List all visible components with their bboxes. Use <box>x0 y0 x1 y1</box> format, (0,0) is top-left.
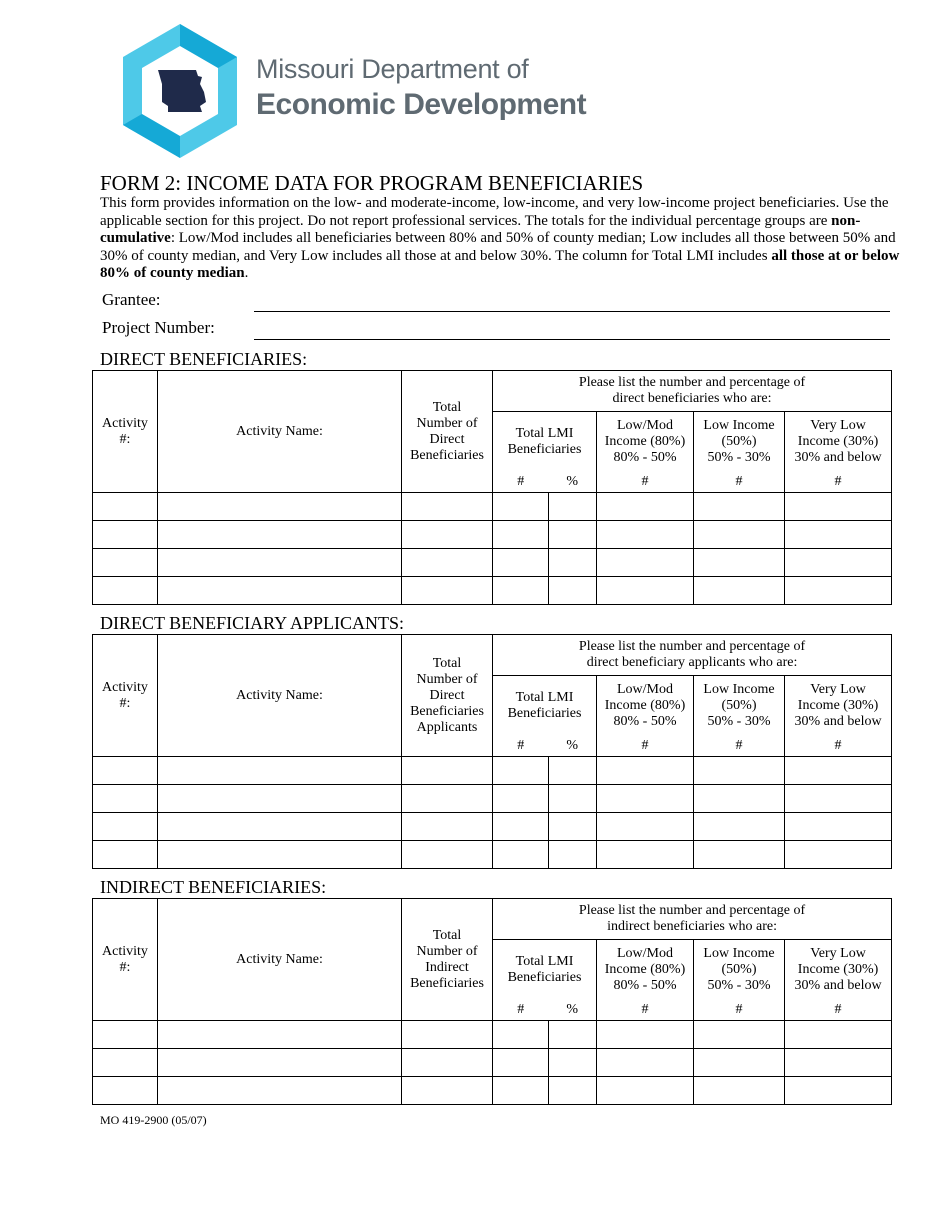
very-low-header: Very Low Income (30%) 30% and below <box>785 412 892 472</box>
input-cell[interactable] <box>549 1077 597 1105</box>
input-cell[interactable] <box>597 757 694 785</box>
input-cell[interactable] <box>158 521 402 549</box>
input-cell[interactable] <box>402 757 493 785</box>
input-cell[interactable] <box>493 841 549 869</box>
very-low-count-header: # <box>785 472 892 493</box>
input-cell[interactable] <box>402 577 493 605</box>
input-cell[interactable] <box>158 549 402 577</box>
section-title: INDIRECT BENEFICIARIES: <box>100 877 327 897</box>
input-cell[interactable] <box>597 549 694 577</box>
input-cell[interactable] <box>402 1049 493 1077</box>
input-cell[interactable] <box>93 521 158 549</box>
project-number-label: Project Number: <box>102 318 215 337</box>
table-row <box>93 757 892 785</box>
beneficiary-table <box>92 898 892 1105</box>
low-income-header: Low Income (50%) 50% - 30% <box>694 412 785 472</box>
input-cell[interactable] <box>93 1049 158 1077</box>
table-row <box>93 577 892 605</box>
input-cell[interactable] <box>158 1077 402 1105</box>
low-income-header: Low Income (50%) 50% - 30% <box>694 940 785 1000</box>
input-cell[interactable] <box>493 549 549 577</box>
total-lmi-header: Total LMI Beneficiaries <box>493 940 597 1000</box>
total-lmi-header: Total LMI Beneficiaries <box>493 412 597 472</box>
instruction-header: Please list the number and percentage of direct beneficiary applicants who are: <box>493 635 892 676</box>
input-cell[interactable] <box>158 577 402 605</box>
input-cell[interactable] <box>493 813 549 841</box>
low-count-header: # <box>694 1000 785 1021</box>
input-cell[interactable] <box>402 549 493 577</box>
input-cell[interactable] <box>93 841 158 869</box>
total-beneficiaries-header: Total Number of Indirect Beneficiaries <box>402 899 493 1021</box>
total-beneficiaries-header: Total Number of Direct Beneficiaries <box>402 371 493 493</box>
input-cell[interactable] <box>549 493 597 521</box>
input-cell[interactable] <box>493 1049 549 1077</box>
logo-line1: Missouri Department of <box>256 54 529 84</box>
input-cell[interactable] <box>785 1077 892 1105</box>
input-cell[interactable] <box>694 493 785 521</box>
lmi-percent-header: % <box>549 1000 597 1021</box>
input-cell[interactable] <box>402 841 493 869</box>
activity-number-header: Activity #: <box>93 371 158 493</box>
lmi-percent-header: % <box>549 736 597 757</box>
instruction-header: Please list the number and percentage of indirect beneficiaries who are: <box>493 899 892 940</box>
table-row <box>93 1077 892 1105</box>
input-cell[interactable] <box>493 785 549 813</box>
input-cell[interactable] <box>158 841 402 869</box>
activity-name-header: Activity Name: <box>158 899 402 1021</box>
input-cell[interactable] <box>93 1021 158 1049</box>
input-cell[interactable] <box>549 757 597 785</box>
input-cell[interactable] <box>597 493 694 521</box>
input-cell[interactable] <box>549 549 597 577</box>
form-title: FORM 2: INCOME DATA FOR PROGRAM BENEFICIARIES <box>100 171 644 195</box>
input-cell[interactable] <box>694 841 785 869</box>
low-mod-count-header: # <box>597 472 694 493</box>
input-cell[interactable] <box>694 577 785 605</box>
project-number-field[interactable] <box>254 339 890 340</box>
input-cell[interactable] <box>493 493 549 521</box>
input-cell[interactable] <box>785 493 892 521</box>
grantee-label: Grantee: <box>102 290 161 309</box>
input-cell[interactable] <box>785 1049 892 1077</box>
input-cell[interactable] <box>493 1021 549 1049</box>
input-cell[interactable] <box>694 785 785 813</box>
input-cell[interactable] <box>549 841 597 869</box>
input-cell[interactable] <box>402 813 493 841</box>
input-cell[interactable] <box>493 577 549 605</box>
section-title: DIRECT BENEFICIARIES: <box>100 349 308 369</box>
input-cell[interactable] <box>597 577 694 605</box>
input-cell[interactable] <box>785 785 892 813</box>
grantee-field[interactable] <box>254 311 890 312</box>
table-row <box>93 521 892 549</box>
input-cell[interactable] <box>785 549 892 577</box>
input-cell[interactable] <box>402 493 493 521</box>
beneficiary-table <box>92 634 892 869</box>
input-cell[interactable] <box>785 813 892 841</box>
low-count-header: # <box>694 472 785 493</box>
input-cell[interactable] <box>694 757 785 785</box>
input-cell[interactable] <box>158 785 402 813</box>
input-cell[interactable] <box>93 577 158 605</box>
form-intro: This form provides information on the low- and moderate-income, low-income, and very low-income project beneficiaries. Use the applicable section for this project. Do not report professional services. The totals for the individual percentage groups are non-cumulative: Low/Mod includes all beneficiaries between 80% and 50% of county median; Low includes all those between 50% and 30% of county median, and Very Low includes all those at and below 30%. The column for Total LMI includes all those at or below 80% of county median. <box>100 195 900 282</box>
low-income-header: Low Income (50%) 50% - 30% <box>694 676 785 736</box>
input-cell[interactable] <box>493 757 549 785</box>
input-cell[interactable] <box>597 521 694 549</box>
input-cell[interactable] <box>549 813 597 841</box>
input-cell[interactable] <box>597 1077 694 1105</box>
table-row <box>93 493 892 521</box>
low-mod-count-header: # <box>597 736 694 757</box>
input-cell[interactable] <box>549 521 597 549</box>
logo-line2: Economic Development <box>256 88 587 121</box>
input-cell[interactable] <box>549 577 597 605</box>
lmi-count-header: # <box>493 472 549 493</box>
department-logo <box>120 22 600 162</box>
input-cell[interactable] <box>93 757 158 785</box>
input-cell[interactable] <box>402 1077 493 1105</box>
low-count-header: # <box>694 736 785 757</box>
input-cell[interactable] <box>785 577 892 605</box>
input-cell[interactable] <box>93 493 158 521</box>
lmi-count-header: # <box>493 1000 549 1021</box>
input-cell[interactable] <box>785 757 892 785</box>
low-mod-count-header: # <box>597 1000 694 1021</box>
input-cell[interactable] <box>93 549 158 577</box>
input-cell[interactable] <box>93 1077 158 1105</box>
input-cell[interactable] <box>402 521 493 549</box>
table-row <box>93 549 892 577</box>
table-row <box>93 841 892 869</box>
lmi-count-header: # <box>493 736 549 757</box>
input-cell[interactable] <box>597 813 694 841</box>
input-cell[interactable] <box>158 813 402 841</box>
low-mod-header: Low/Mod Income (80%) 80% - 50% <box>597 676 694 736</box>
activity-number-header: Activity #: <box>93 635 158 757</box>
input-cell[interactable] <box>785 521 892 549</box>
input-cell[interactable] <box>694 521 785 549</box>
very-low-header: Very Low Income (30%) 30% and below <box>785 676 892 736</box>
beneficiary-table <box>92 370 892 605</box>
very-low-count-header: # <box>785 1000 892 1021</box>
low-mod-header: Low/Mod Income (80%) 80% - 50% <box>597 412 694 472</box>
input-cell[interactable] <box>158 757 402 785</box>
input-cell[interactable] <box>694 813 785 841</box>
input-cell[interactable] <box>549 785 597 813</box>
input-cell[interactable] <box>597 841 694 869</box>
input-cell[interactable] <box>402 1021 493 1049</box>
input-cell[interactable] <box>158 493 402 521</box>
input-cell[interactable] <box>493 1077 549 1105</box>
hexagon-logo-icon <box>120 22 240 162</box>
input-cell[interactable] <box>694 1049 785 1077</box>
input-cell[interactable] <box>158 1021 402 1049</box>
activity-name-header: Activity Name: <box>158 371 402 493</box>
input-cell[interactable] <box>597 1021 694 1049</box>
activity-number-header: Activity #: <box>93 899 158 1021</box>
activity-name-header: Activity Name: <box>158 635 402 757</box>
form-number: MO 419-2900 (05/07) <box>100 1113 207 1127</box>
input-cell[interactable] <box>549 1049 597 1077</box>
lmi-percent-header: % <box>549 472 597 493</box>
input-cell[interactable] <box>694 1021 785 1049</box>
total-lmi-header: Total LMI Beneficiaries <box>493 676 597 736</box>
input-cell[interactable] <box>694 1077 785 1105</box>
input-cell[interactable] <box>493 521 549 549</box>
very-low-header: Very Low Income (30%) 30% and below <box>785 940 892 1000</box>
input-cell[interactable] <box>785 841 892 869</box>
low-mod-header: Low/Mod Income (80%) 80% - 50% <box>597 940 694 1000</box>
very-low-count-header: # <box>785 736 892 757</box>
instruction-header: Please list the number and percentage of direct beneficiaries who are: <box>493 371 892 412</box>
input-cell[interactable] <box>93 785 158 813</box>
table-row <box>93 1021 892 1049</box>
table-row <box>93 813 892 841</box>
input-cell[interactable] <box>694 549 785 577</box>
input-cell[interactable] <box>785 1021 892 1049</box>
section-title: DIRECT BENEFICIARY APPLICANTS: <box>100 613 405 633</box>
input-cell[interactable] <box>597 1049 694 1077</box>
table-row <box>93 785 892 813</box>
table-row <box>93 1049 892 1077</box>
input-cell[interactable] <box>402 785 493 813</box>
input-cell[interactable] <box>549 1021 597 1049</box>
input-cell[interactable] <box>597 785 694 813</box>
total-beneficiaries-header: Total Number of Direct Beneficiaries Applicants <box>402 635 493 757</box>
input-cell[interactable] <box>93 813 158 841</box>
input-cell[interactable] <box>158 1049 402 1077</box>
